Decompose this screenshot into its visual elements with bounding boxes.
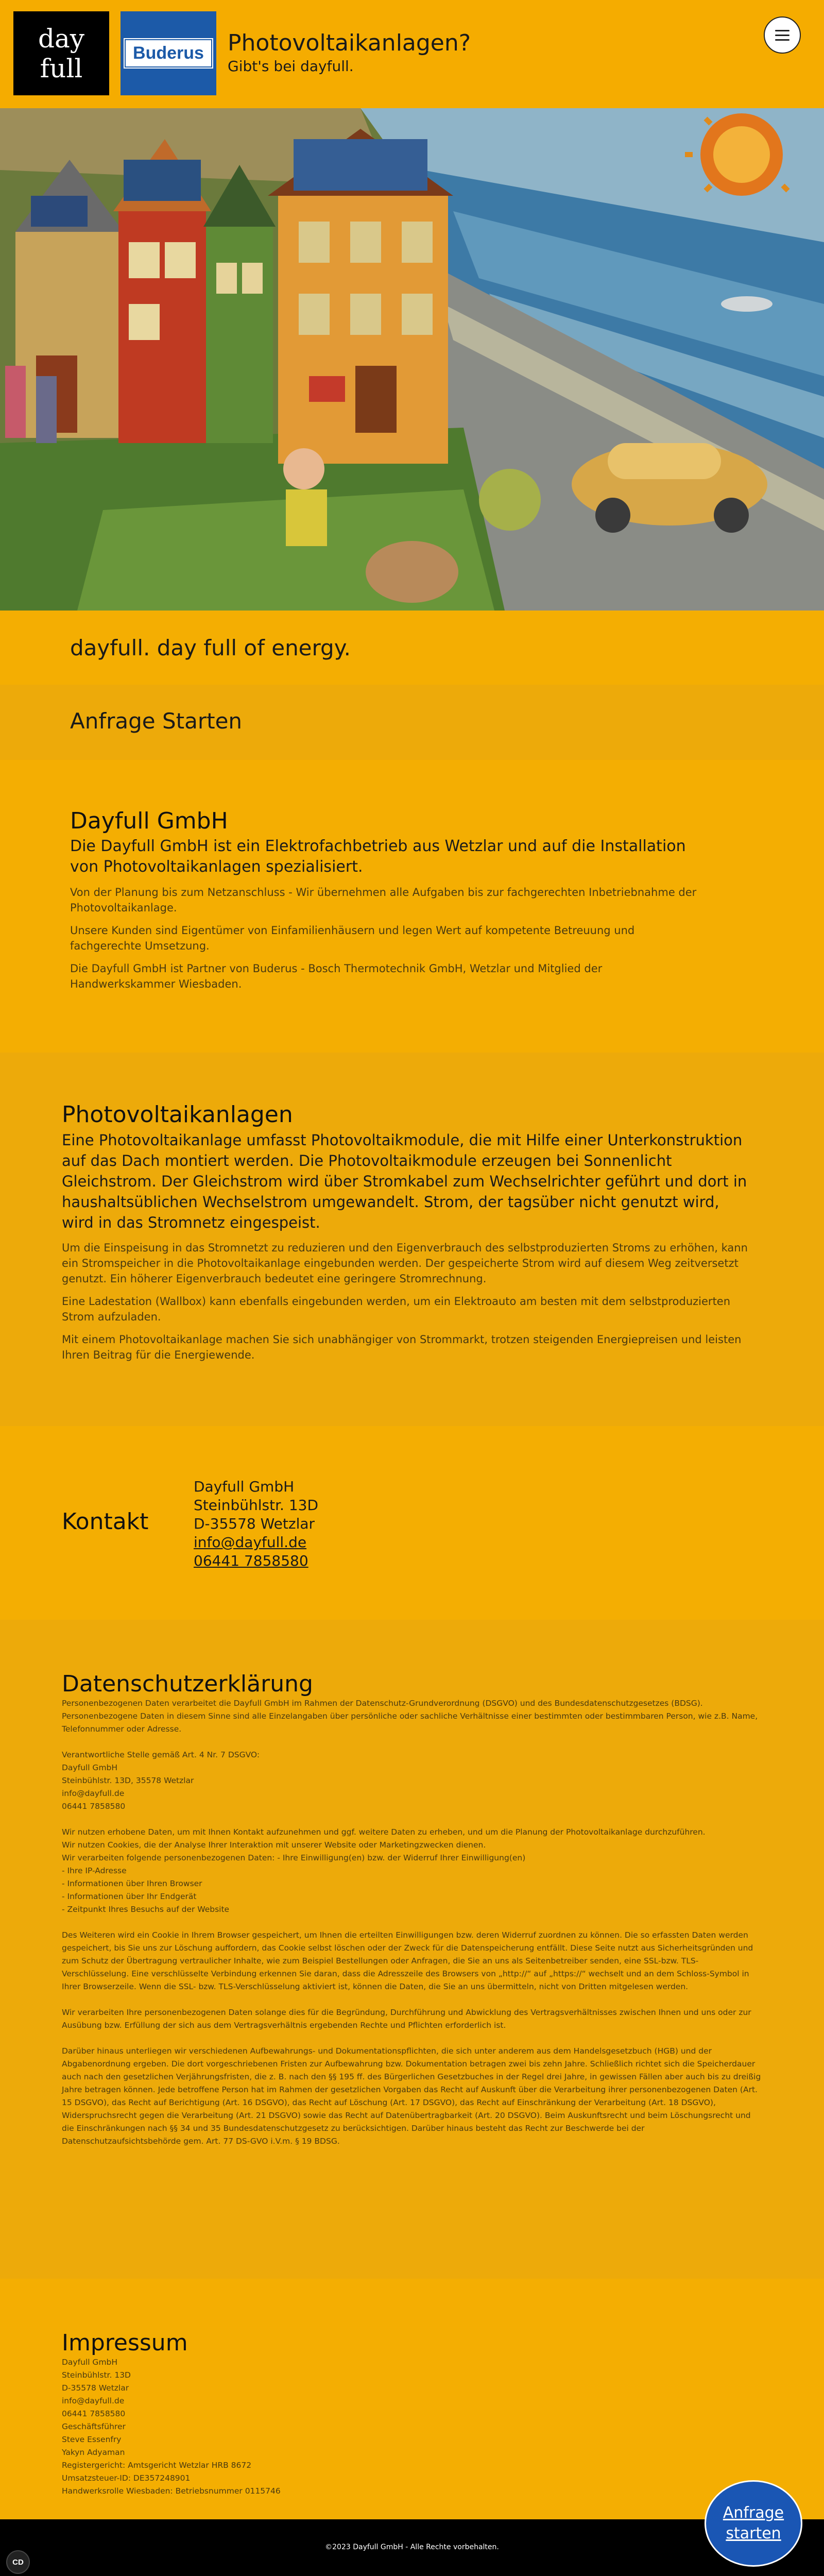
privacy-line: Wir verarbeiten folgende personenbezogenen Daten: - Ihre Einwilligung(en) bzw. der Widerruf Ihrer Einwilligung(en) — [62, 1853, 526, 1862]
site-title: Photovoltaikanlagen? — [228, 30, 471, 56]
privacy-paragraph: Personenbezogenen Daten verarbeitet die Dayfull GmbH im Rahmen der Datenschutz-Grundverordnung (DSGVO) und des Bundesdatenschutzgesetzes (BDSG). Personenbezogene Daten in diesem Sinne sind alle Einzelangaben über persönliche oder sachliche Verhältnisse einer bestimmten oder bestimmbaren Person, wie z.B. Name, Telefonnummer oder Adresse. — [62, 1699, 758, 1734]
privacy-line: Verantwortliche Stelle gemäß Art. 4 Nr. 7 DSGVO: — [62, 1750, 260, 1759]
impressum-line: Registergericht: Amtsgericht Wetzlar HRB 8672 — [62, 2461, 252, 2470]
privacy-responsible — [62, 1749, 762, 1813]
kontakt-title: Kontakt — [62, 1509, 149, 1535]
impressum-line: Dayfull GmbH — [62, 2358, 118, 2367]
privacy-line: - Zeitpunkt Ihres Besuchs auf der Website — [62, 1905, 230, 1914]
photovoltaik-paragraph: Mit einem Photovoltaikanlage machen Sie sich unabhängiger von Strommarkt, trotzen steigenden Energiepreisen und leisten Ihren Beitrag für die Energiewende. — [62, 1333, 742, 1361]
kontakt-section — [0, 1426, 824, 1620]
privacy-section — [0, 1620, 824, 2279]
site-header — [0, 0, 824, 108]
impressum-line: Umsatzsteuer-ID: DE357248901 — [62, 2473, 191, 2483]
cta-line2: starten — [726, 2524, 781, 2543]
logo-dayfull-line2: full — [40, 53, 83, 83]
company-title: Dayfull GmbH — [70, 808, 228, 834]
menu-button[interactable] — [764, 16, 801, 54]
privacy-paragraph: Wir verarbeiten Ihre personenbezogenen Daten solange dies für die Begründung, Durchführung und Abwicklung des Vertragsverhältnisses zwischen Ihnen und uns oder zur Ausübung bzw. Erfüllung der sich aus dem Vertragsverhältnis ergebenden Rechte und Pflichten erforderlich ist. — [62, 2008, 751, 2030]
photovoltaik-content — [62, 1102, 752, 1363]
privacy-title: Datenschutzerklärung — [62, 1671, 313, 1697]
impressum-section — [0, 2279, 824, 2519]
kontakt-street: Steinbühlstr. 13D — [194, 1497, 319, 1514]
impressum-content — [62, 2330, 731, 2498]
privacy-paragraph: Darüber hinaus unterliegen wir verschiedenen Aufbewahrungs- und Dokumentationspflichten, die sich unter anderem aus dem Handelsgesetzbuch (HGB) und der Abgabenordnung ergeben. Die dort vorgeschriebenen Fristen zur Aufbewahrung bzw. Dokumentation betragen zwei bis zehn Jahre. Schließlich richtet sich die Speicherdauer auch nach den gesetzlichen Verjährungsfristen, die z. B. nach den §§ 195 ff. des Bürgerlichen Gesetzbuches in der Regel drei Jahre, in gewissen Fällen aber auch bis zu dreißig Jahre betragen können. Jede betroffene Person hat im Rahmen der gesetzlichen Vorgaben das Recht auf Auskunft über die Verarbeitung ihrer personenbezogenen Daten (Art. 15 DSGVO), das Recht auf Berichtigung (Art. 16 DSGVO), das Recht auf Löschung (Art. 17 DSGVO), das Recht auf Einschränkung der Verarbeitung (Art. 18 DSGVO), Widerspruchsrecht gegen die Verarbeitung (Art. 21 DSGVO) sowie das Recht auf Datenübertragbarkeit (Art. 20 DSGVO). Beim Auskunftsrecht und beim Löschungsrecht und die Einschränkungen nach §§ 34 und 35 Bundesdatenschutzgesetz zu berücksichtigen. Darüber hinaus besteht das Recht zur Beschwerde bei der Datenschutzaufsichtsbehörde gem. Art. 77 DS-GVO i.V.m. § 19 BDSG. — [62, 2046, 761, 2146]
hamburger-menu-icon-bar — [775, 39, 789, 41]
hamburger-menu-icon-bar — [775, 35, 789, 36]
kontakt-email-link[interactable]: info@dayfull.de — [194, 1534, 307, 1551]
photovoltaik-paragraph: Eine Ladestation (Wallbox) kann ebenfalls eingebunden werden, um ein Elektroauto am besten mit dem selbstproduzierten Strom aufzuladen. — [62, 1295, 731, 1323]
privacy-line: Dayfull GmbH — [62, 1763, 118, 1772]
photovoltaik-lead: Eine Photovoltaikanlage umfasst Photovoltaikmodule, die mit Hilfe einer Unterkonstruktion auf das Dach montiert werden. Die Photovoltaikmodule erzeugen bei Sonnenlicht Gleichstrom. Der Gleichstrom wird über Stromkabel zum Wechselrichter geführt und dort in haushaltsüblichen Wechselstrom umgewandelt. Strom, der tagsüber nicht genutzt wird, wird in das Stromnetz eingespeist. — [62, 1131, 747, 1231]
impressum-line: Geschäftsführer — [62, 2422, 126, 2431]
impressum-line: Steve Essenfry — [62, 2435, 122, 2444]
company-paragraph: Von der Planung bis zum Netzanschluss - Wir übernehmen alle Aufgaben bis zur fachgerechten Inbetriebnahme der Photovoltaikanlage. — [70, 886, 697, 914]
dayfull-logo[interactable] — [13, 11, 109, 95]
impressum-line: Handwerksrolle Wiesbaden: Betriebsnummer 0115746 — [62, 2486, 281, 2496]
privacy-line: Wir nutzen erhobene Daten, um mit Ihnen Kontakt aufzunehmen und ggf. weitere Daten zu erheben, und um die Planung der Photovoltaikanlage durchzuführen. — [62, 1827, 706, 1837]
privacy-line: 06441 7858580 — [62, 1802, 126, 1811]
company-content — [70, 808, 709, 992]
kontakt-city: D-35578 Wetzlar — [194, 1515, 315, 1532]
impressum-title: Impressum — [62, 2330, 188, 2356]
tagline-section — [0, 611, 824, 685]
hero-painting — [0, 108, 824, 611]
kontakt-phone-link[interactable]: 06441 7858580 — [194, 1552, 308, 1569]
cookie-settings-button[interactable]: CD — [6, 2550, 30, 2574]
logo-dayfull-line1: day — [38, 23, 85, 54]
site-subtitle: Gibt's bei dayfull. — [228, 58, 354, 75]
hamburger-menu-icon — [775, 30, 789, 31]
buderus-logo-text: Buderus — [125, 39, 212, 67]
kontakt-company-name: Dayfull GmbH — [194, 1478, 295, 1495]
anfrage-starten-button[interactable] — [705, 2480, 802, 2567]
company-lead: Die Dayfull GmbH ist ein Elektrofachbetrieb aus Wetzlar und auf die Installation von Photovoltaikanlagen spezialisiert. — [70, 837, 686, 876]
anfrage-title[interactable]: Anfrage Starten — [70, 708, 243, 734]
photovoltaik-paragraph: Um die Einspeisung in das Stromnetzt zu reduzieren und den Eigenverbrauch des selbstproduzierten Stroms zu erhöhen, kann ein Stromspeicher in die Photovoltaikanlage eingebunden werden. Der gespeicherte Strom wird auf diesem Weg zeitversetzt genutzt. Ein höherer Eigenverbrauch bedeutet eine geringere Stromrechnung. — [62, 1242, 748, 1285]
anfrage-section[interactable] — [0, 685, 824, 760]
privacy-line: - Informationen über Ihren Browser — [62, 1879, 202, 1888]
photovoltaik-title: Photovoltaikanlagen — [62, 1101, 293, 1128]
cta-line1: Anfrage — [723, 2504, 784, 2522]
company-section — [0, 760, 824, 1053]
company-paragraph: Die Dayfull GmbH ist Partner von Buderus - Bosch Thermotechnik GmbH, Wetzlar und Mitglied der Handwerkskammer Wiesbaden. — [70, 962, 603, 990]
privacy-data-list — [62, 1826, 762, 1916]
photovoltaik-section — [0, 1053, 824, 1426]
privacy-text — [62, 1697, 762, 2148]
impressum-line: info@dayfull.de — [62, 2396, 125, 2405]
company-paragraph: Unsere Kunden sind Eigentümer von Einfamilienhäusern und legen Wert auf kompetente Betreuung und fachgerechte Umsetzung. — [70, 924, 635, 952]
tagline-text: dayfull. day full of energy. — [70, 635, 351, 660]
impressum-line: 06441 7858580 — [62, 2409, 126, 2418]
impressum-text — [62, 2356, 731, 2498]
privacy-content — [62, 1671, 762, 2161]
site-footer — [0, 2519, 824, 2576]
impressum-line: Steinbühlstr. 13D — [62, 2370, 131, 2380]
kontakt-address — [194, 1478, 318, 1570]
privacy-line: - Ihre IP-Adresse — [62, 1866, 127, 1875]
hero-painting-image — [0, 108, 824, 611]
buderus-logo[interactable] — [121, 11, 216, 95]
impressum-line: Yakyn Adyaman — [62, 2448, 125, 2457]
privacy-line: info@dayfull.de — [62, 1789, 125, 1798]
footer-copyright: ©2023 Dayfull GmbH - Alle Rechte vorbehalten. — [325, 2543, 499, 2551]
privacy-line: - Informationen über Ihr Endgerät — [62, 1892, 197, 1901]
privacy-paragraph: Des Weiteren wird ein Cookie in Ihrem Browser gespeichert, um Ihnen die erteilten Einwilligungen bzw. deren Widerruf zuordnen zu können. Die so erfassten Daten werden gespeichert, bis Sie uns zur Löschung auffordern, das Cookie selbst löschen oder der Zweck für die Datenspeicherung entfällt. Diese Seite nutzt aus Sicherheitsgründen und zum Schutz der Übertragung vertraulicher Inhalte, wie zum Beispiel Bestellungen oder Anfragen, die Sie an uns als Seitenbetreiber senden, eine SSL-bzw. TLS-Verschlüsselung. Eine verschlüsselte Verbindung erkennen Sie daran, dass die Adresszeile des Browsers von „http://“ auf „https://“ wechselt und an dem Schloss-Symbol in Ihrer Browserzeile. Wenn die SSL- bzw. TLS-Verschlüsselung aktiviert ist, können die Daten, die Sie an uns übermitteln, nicht von Dritten mitgelesen werden. — [62, 1930, 753, 1991]
privacy-line: Steinbühlstr. 13D, 35578 Wetzlar — [62, 1776, 194, 1785]
privacy-line: Wir nutzen Cookies, die der Analyse Ihrer Interaktion mit unserer Website oder Marketingzwecken dienen. — [62, 1840, 486, 1850]
impressum-line: D-35578 Wetzlar — [62, 2383, 129, 2393]
